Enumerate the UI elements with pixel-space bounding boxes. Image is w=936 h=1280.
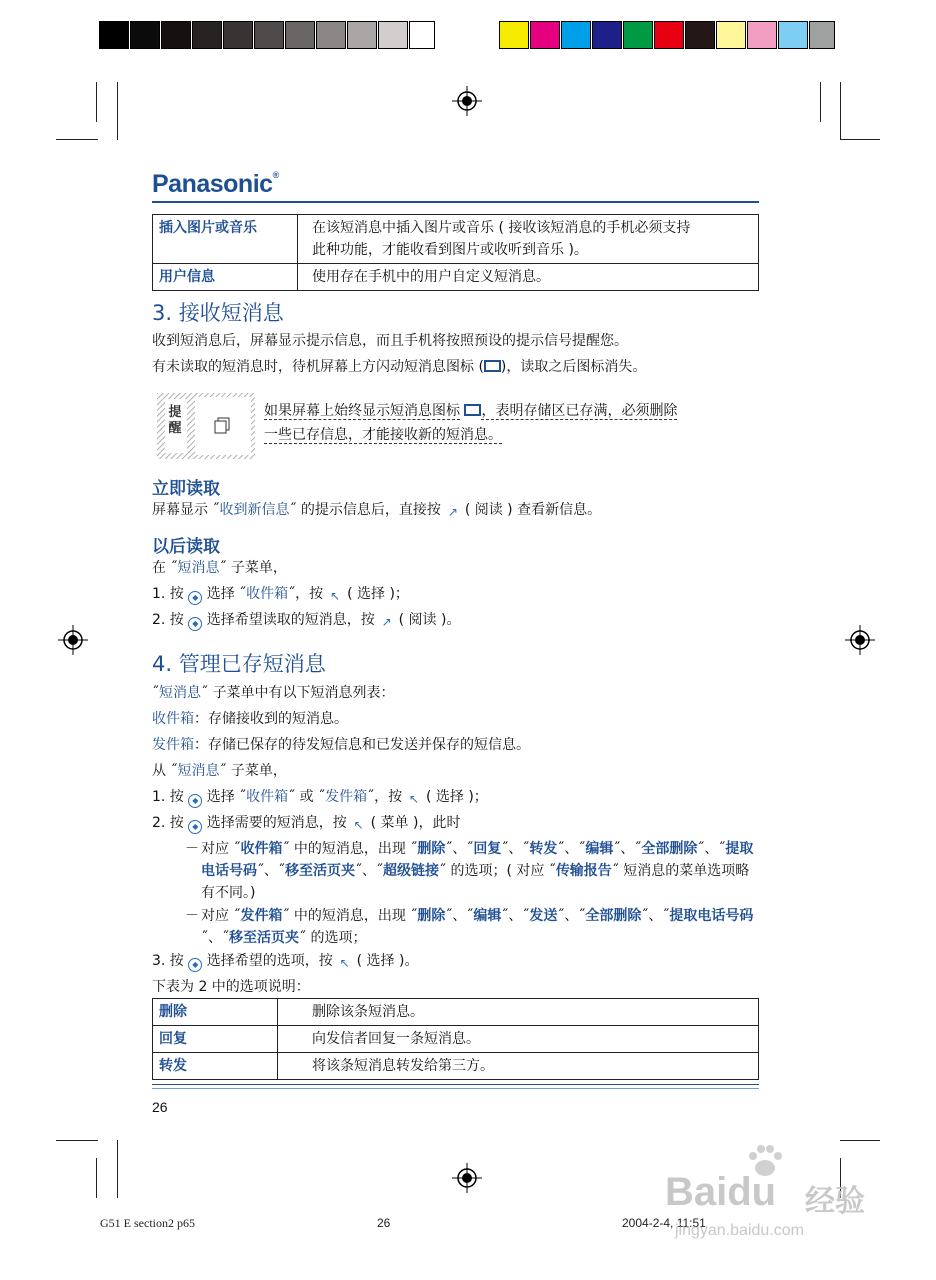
crop-mark: [840, 82, 841, 140]
menu-option: 发件箱: [240, 908, 283, 924]
text: 从 ˝: [152, 763, 178, 779]
registration-mark-icon: [452, 86, 482, 116]
text: ˝、˝: [557, 841, 586, 857]
panasonic-logo: Panasonic®: [152, 170, 279, 198]
outbox-options-text: [201, 905, 760, 949]
nav-key-icon: ◆: [188, 820, 202, 834]
registration-mark-icon: [58, 625, 88, 655]
menu-option: 传输报告: [555, 863, 612, 879]
swatch: [161, 21, 191, 49]
note-label: [166, 405, 184, 437]
crop-mark: [56, 1140, 98, 1141]
term: 发件箱: [152, 737, 194, 753]
text: ˝、˝: [501, 841, 530, 857]
nav-key-icon: ◆: [188, 958, 202, 972]
header-rule: [152, 201, 759, 203]
left-soft-key-icon: ↖: [353, 818, 364, 832]
swatch: [561, 21, 591, 49]
swatch: [716, 21, 746, 49]
swatch: [130, 21, 160, 49]
text: ˝ 中的短消息，出现 ˝: [282, 841, 418, 857]
nav-key-icon: ◆: [188, 591, 202, 605]
menu-name: 收件箱: [246, 789, 289, 805]
text: ˝、˝: [355, 863, 383, 879]
menu-option: 移至活页夹: [229, 930, 299, 946]
watermark-cn: 经验: [805, 1185, 865, 1218]
swatch: [409, 21, 435, 49]
text: 选择 ˝: [206, 789, 247, 805]
footer-rule: [152, 1084, 759, 1085]
text: ( 选择 )；: [425, 789, 488, 805]
step: [152, 583, 409, 605]
desc-line: 此种功能，才能收看到图片或收听到音乐 )。: [312, 242, 588, 258]
swatch: [499, 21, 529, 49]
table-row: [153, 1053, 759, 1080]
inbox-options-text: [201, 838, 760, 904]
swatch: [809, 21, 835, 49]
text: ˝ 的提示信息后，直接按: [289, 502, 441, 518]
menu-option: 回复: [473, 841, 502, 857]
menu-option: 删除: [417, 841, 446, 857]
table-desc: 向发信者回复一条短消息。: [278, 1026, 759, 1053]
swatch: [316, 21, 346, 49]
text: 如果屏幕上始终显示短消息图标: [264, 403, 460, 419]
outbox-options-item: [185, 905, 760, 949]
table-term: 删除: [153, 999, 278, 1026]
menu-option: 发送: [529, 908, 558, 924]
text: ( 菜单 )，此时: [370, 815, 461, 831]
menu-option: 编辑: [473, 908, 502, 924]
text: 选择希望的选项，按: [206, 953, 333, 969]
table-row: [153, 999, 759, 1026]
table-term: 转发: [153, 1053, 278, 1080]
swatch: [747, 21, 777, 49]
paragraph: [152, 557, 287, 579]
read-now-title: 立即读取: [152, 479, 220, 499]
menu-option: 删除: [417, 908, 446, 924]
crop-mark: [117, 1140, 118, 1198]
options-table: [152, 998, 759, 1080]
text: ˝，按: [288, 586, 324, 602]
menu-option: 转发: [529, 841, 558, 857]
text: 3. 按: [152, 953, 184, 969]
text: ˝、˝: [641, 908, 670, 924]
footer-file: G51 E section2 p65: [100, 1216, 195, 1230]
inbox-options-item: [185, 838, 760, 904]
menu-option: 收件箱: [240, 841, 283, 857]
table-term: 回复: [153, 1026, 278, 1053]
paragraph: [152, 734, 530, 756]
menu-option: 全部删除: [585, 908, 642, 924]
menu-name: 短消息: [159, 685, 201, 701]
swatch: [592, 21, 622, 49]
menu-option: 全部删除: [641, 841, 698, 857]
right-soft-key-icon: ↗: [447, 505, 458, 519]
dash: －: [185, 841, 199, 857]
note-label-char: 提: [168, 405, 182, 420]
feature-table: [152, 214, 759, 291]
footer-page: 26: [377, 1216, 391, 1230]
text: ( 阅读 )。: [398, 612, 461, 628]
menu-option: 移至活页夹: [285, 863, 355, 879]
watermark-logo: Baidu: [665, 1170, 777, 1214]
registration-mark-icon: [452, 1163, 482, 1193]
section-3-title: 3. 接收短消息: [152, 301, 284, 325]
paragraph: [152, 760, 287, 782]
text: ( 选择 )。: [356, 953, 419, 969]
crop-mark: [820, 82, 821, 122]
menu-option: 编辑: [585, 841, 614, 857]
menu-name: 短消息: [177, 763, 220, 779]
step: [152, 609, 460, 631]
crop-mark: [56, 139, 98, 140]
paragraph: [152, 708, 348, 730]
text: 对应 ˝: [201, 908, 241, 924]
crop-mark: [96, 1158, 97, 1198]
message-envelope-icon: [464, 404, 481, 416]
menu-name: 发件箱: [325, 789, 368, 805]
crop-mark: [96, 82, 97, 122]
term: 收件箱: [152, 711, 194, 727]
step: [152, 950, 418, 972]
crop-mark: [840, 139, 880, 140]
nav-key-icon: ◆: [188, 794, 202, 808]
text: ˝ 或 ˝: [288, 789, 326, 805]
swatch: [530, 21, 560, 49]
text: ˝ 中的短消息，出现 ˝: [282, 908, 418, 924]
table-desc: [298, 215, 759, 264]
step: [152, 786, 488, 808]
text: ˝、˝: [201, 930, 229, 946]
right-soft-key-icon: ↗: [381, 615, 392, 629]
note-label-char: 醒: [168, 421, 182, 436]
table-desc: 使用存在手机中的用户自定义短消息。: [298, 264, 759, 291]
paragraph: [152, 682, 394, 704]
text: 有未读取的短消息时，待机屏幕上方闪动短消息图标 (: [152, 359, 484, 375]
footer-rule: [152, 1088, 759, 1089]
note-text: [264, 399, 759, 447]
text: ˝、˝: [445, 841, 474, 857]
text: ：存储接收到的短消息。: [194, 711, 348, 727]
text: )，读取之后图标消失。: [500, 359, 647, 375]
text: 对应 ˝: [201, 841, 241, 857]
swatch: [685, 21, 715, 49]
page-number: 26: [152, 1099, 168, 1115]
section-4-title: 4. 管理已存短消息: [152, 652, 326, 676]
text: ，表明存储区已存满，必须删除: [481, 403, 678, 419]
menu-name: 收到新信息: [219, 502, 290, 518]
paragraph: [152, 356, 646, 378]
menu-option: 提取电话号码: [669, 908, 754, 924]
swatch: [285, 21, 315, 49]
text: ( 选择 )；: [347, 586, 409, 602]
swatch: [223, 21, 253, 49]
text: ˝ 子菜单中有以下短消息列表：: [201, 685, 395, 701]
footer-date: 2004-2-4, 11:51: [622, 1216, 706, 1230]
swatch: [778, 21, 808, 49]
table-row: [153, 215, 759, 264]
swatch: [254, 21, 284, 49]
menu-name: 短消息: [177, 560, 220, 576]
text: 选择需要的短消息，按: [206, 815, 347, 831]
text: ˝、˝: [445, 908, 474, 924]
text: 2. 按: [152, 612, 184, 628]
watermark-url: jingyan.baidu.com: [675, 1222, 804, 1239]
text: ˝ 子菜单，: [219, 560, 287, 576]
table-term: 插入图片或音乐: [153, 215, 298, 264]
text: 选择 ˝: [206, 586, 247, 602]
text: ˝、˝: [557, 908, 586, 924]
message-envelope-icon: [484, 360, 501, 372]
text: 2. 按: [152, 815, 184, 831]
menu-option: 超级链接: [383, 863, 439, 879]
table-desc: 将该条短消息转发给第三方。: [278, 1053, 759, 1080]
swatch: [192, 21, 222, 49]
menu-option: 提取电话号码: [201, 841, 754, 879]
dash: －: [185, 908, 199, 924]
swatch: [347, 21, 377, 49]
text: ˝、˝: [613, 841, 642, 857]
table-intro: 下表为 2 中的选项说明：: [152, 979, 310, 995]
text: ˝、˝: [257, 863, 285, 879]
swatch: [654, 21, 684, 49]
left-soft-key-icon: ↖: [339, 956, 350, 970]
text: 选择希望读取的短消息，按: [206, 612, 375, 628]
menu-name: 收件箱: [246, 586, 289, 602]
step: [152, 812, 460, 834]
text: 一些已存信息，才能接收新的短消息。: [264, 427, 502, 443]
text: 1. 按: [152, 586, 184, 602]
table-term: 用户信息: [153, 264, 298, 291]
text: 1. 按: [152, 789, 184, 805]
table-desc: 删除该条短消息。: [278, 999, 759, 1026]
text: 在 ˝: [152, 560, 178, 576]
text: ˝ 短消息的菜单选项略有不同。): [201, 863, 750, 901]
paragraph: 收到短消息后，屏幕显示提示信息，而且手机将按照预设的提示信号提醒您。: [152, 333, 628, 349]
text: ˝、˝: [697, 841, 726, 857]
swatch: [99, 21, 129, 49]
text: ：存储已保存的待发短信息和已发送并保存的短信息。: [194, 737, 530, 753]
swatch: [623, 21, 653, 49]
paragraph: [152, 499, 601, 521]
left-soft-key-icon: ↖: [330, 589, 341, 603]
text: ˝、˝: [501, 908, 530, 924]
read-later-title: 以后读取: [152, 537, 220, 557]
nav-key-icon: ◆: [188, 617, 202, 631]
text: ( 阅读 ) 查看新信息。: [464, 502, 602, 518]
text: ˝: [152, 685, 159, 701]
crop-mark: [840, 1140, 880, 1141]
left-soft-key-icon: ↖: [409, 792, 420, 806]
crop-mark: [117, 82, 118, 140]
text: ˝ 子菜单，: [219, 763, 287, 779]
text: ˝ 的选项；( 对应 ˝: [439, 863, 556, 879]
swatch: [378, 21, 408, 49]
text: 屏幕显示 ˝: [152, 502, 220, 518]
desc-line: 在该短消息中插入图片或音乐 ( 接收该短消息的手机必须支持: [312, 220, 691, 236]
text: ˝，按: [367, 789, 403, 805]
table-row: [153, 1026, 759, 1053]
table-row: [153, 264, 759, 291]
note-pages-icon: [213, 417, 231, 435]
text: ˝ 的选项；: [299, 930, 367, 946]
registration-mark-icon: [845, 625, 875, 655]
